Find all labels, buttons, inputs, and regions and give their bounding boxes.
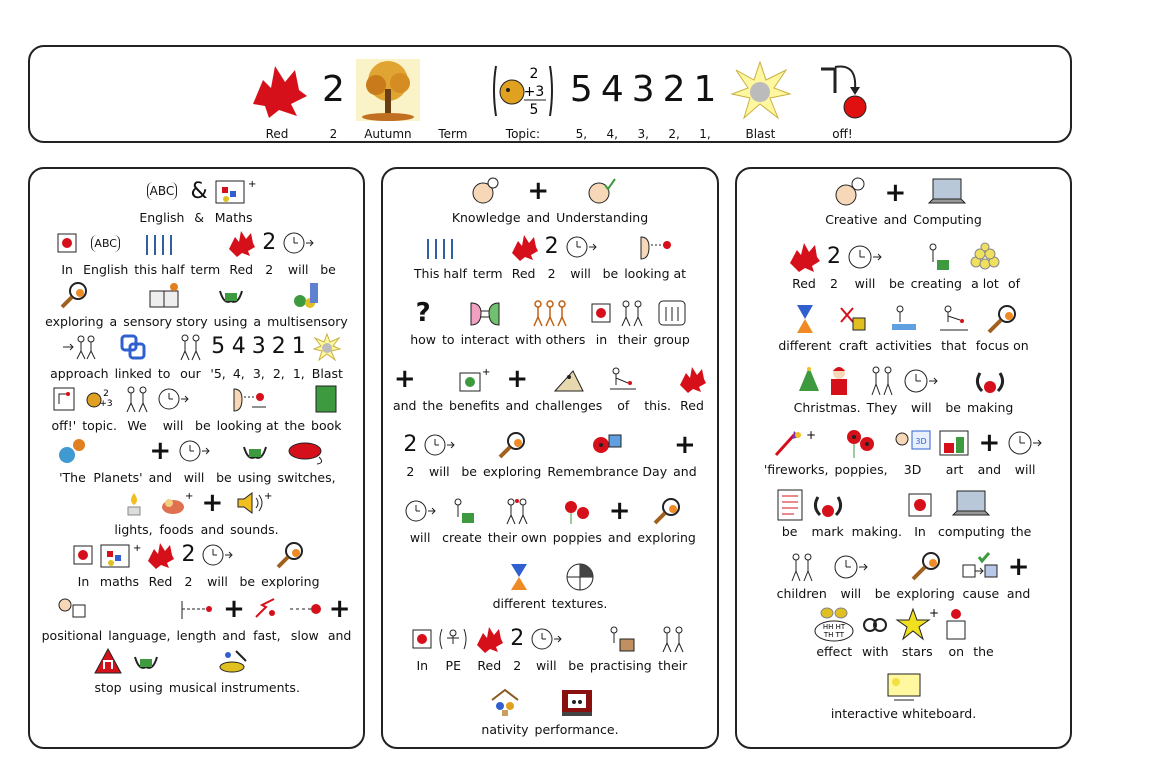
number-5: 5 xyxy=(211,334,226,359)
will-clock-icon xyxy=(847,243,883,271)
length-icon xyxy=(178,595,214,623)
their-icon xyxy=(617,299,647,327)
word-4: 4 4, xyxy=(600,69,624,141)
word-autumn: Autumn xyxy=(356,59,420,142)
sound-icon xyxy=(234,489,274,517)
red-splash-icon xyxy=(226,229,256,257)
craft-icon xyxy=(837,304,869,334)
svg-text:5: 5 xyxy=(529,102,539,118)
poppy-icon xyxy=(589,431,625,459)
number-2: 2 xyxy=(403,432,418,457)
right-line-8: HH HT TH TT effect with + stars on the xyxy=(737,609,1070,659)
that-icon xyxy=(938,304,970,334)
mid-line-3: ? how to interact with others in their group xyxy=(410,298,690,347)
creative-icon xyxy=(834,177,868,209)
light-icon xyxy=(120,489,148,517)
right-line-2: Red 2 2 will be creating a lot of xyxy=(737,241,1070,291)
number-2: 2 xyxy=(544,234,559,259)
red-splash-icon xyxy=(787,241,821,273)
will-clock-icon xyxy=(903,367,939,395)
plus-icon: + xyxy=(884,178,907,208)
positional-language-icon xyxy=(57,595,87,623)
fireworks-icon xyxy=(772,427,820,459)
number-2b: 2 xyxy=(662,69,686,110)
creative-computing-panel xyxy=(735,167,1072,749)
section-heading: ABC English & & + Maths xyxy=(139,178,257,225)
creating-icon xyxy=(921,242,951,272)
looking-at-icon xyxy=(635,233,675,261)
number-1: 1 xyxy=(693,69,717,110)
slow-icon xyxy=(288,595,322,623)
poppies-icon xyxy=(844,427,878,459)
mid-line-9: nativity performance. xyxy=(383,687,717,737)
section-heading: Creative + and Computing xyxy=(825,178,982,227)
magnifier-icon xyxy=(58,281,90,309)
english-maths-panel xyxy=(28,167,365,749)
plus-icon: + xyxy=(149,436,172,466)
our-people-icon xyxy=(176,333,204,361)
left-line-8: In + maths Red 2 2 will be exploring xyxy=(30,539,363,589)
will-clock-icon xyxy=(833,553,869,581)
svg-text:2: 2 xyxy=(529,66,539,82)
svg-text:+: + xyxy=(133,543,142,554)
plus-icon: + xyxy=(506,364,529,394)
number-3: 3 xyxy=(251,334,266,359)
with-icon xyxy=(861,615,889,635)
number-4: 4 xyxy=(600,69,624,110)
using-icon xyxy=(240,437,270,465)
will-clock-icon xyxy=(530,626,562,652)
mid-line-5: 2 2 will be exploring Remembrance Day + and xyxy=(403,430,697,479)
in-icon xyxy=(908,493,932,517)
svg-text:HH HT: HH HT xyxy=(823,623,846,631)
svg-text:+: + xyxy=(264,491,273,502)
maths-icon xyxy=(214,177,257,205)
svg-text:+3: +3 xyxy=(523,84,545,100)
will-clock-icon xyxy=(565,234,597,260)
magnifier-icon xyxy=(909,551,943,583)
in-icon xyxy=(412,629,432,649)
half-term-icon xyxy=(141,229,177,257)
switch-icon xyxy=(287,437,327,465)
plus-icon: + xyxy=(527,176,550,206)
nativity-icon xyxy=(490,688,520,718)
left-line-3: exploring a sensory story using a multisensory xyxy=(30,279,363,329)
red-splash-icon xyxy=(509,233,539,261)
poppies-icon xyxy=(562,497,592,525)
red-splash-icon xyxy=(245,60,309,120)
svg-text:+: + xyxy=(482,367,491,378)
understanding-icon xyxy=(587,177,617,205)
take-off-icon xyxy=(817,59,867,121)
mid-line-4: + and the + benefits + and challenges of this. Red xyxy=(383,363,717,413)
different-icon xyxy=(795,303,815,335)
word-blast: Blast xyxy=(730,59,790,142)
their-icon xyxy=(658,625,688,653)
making-icon xyxy=(972,365,1008,397)
plus-icon: + xyxy=(978,428,1001,458)
autumn-tree-icon xyxy=(356,59,420,121)
explosion-icon xyxy=(730,60,790,120)
activities-icon xyxy=(888,304,920,334)
focus-magnifier-icon xyxy=(985,304,1019,334)
pe-icon xyxy=(438,625,468,653)
interactive-whiteboard-icon xyxy=(884,670,924,704)
red-splash-icon xyxy=(474,625,504,653)
left-line-4: approach linked to our 5 '5, 4 4, 3 3, 2 2, 1 1, Blast xyxy=(50,334,343,381)
word-red: Red xyxy=(245,59,309,142)
word-off: off! xyxy=(817,59,867,142)
fast-icon xyxy=(252,595,282,623)
svg-text:TH TT: TH TT xyxy=(824,631,845,639)
plus-icon: + xyxy=(201,488,224,518)
linked-icon xyxy=(119,333,147,361)
planets-icon xyxy=(57,437,87,465)
making-icon xyxy=(810,489,846,521)
plus-icon: + xyxy=(673,430,696,460)
number-2: 2 xyxy=(826,244,841,269)
looking-at-icon xyxy=(228,385,268,413)
plus-icon: + xyxy=(608,496,631,526)
plus-icon: + xyxy=(223,594,245,624)
svg-text:+: + xyxy=(806,428,817,442)
number-1: 1 xyxy=(291,334,306,359)
maths-icon xyxy=(99,541,142,569)
word-topic: 2 +3 5 Topic: xyxy=(492,59,554,142)
create-icon xyxy=(448,497,476,525)
mid-line-7: different textures. xyxy=(383,561,717,611)
children-icon xyxy=(787,551,817,583)
svg-text:+: + xyxy=(184,491,193,502)
using-icon xyxy=(131,647,161,675)
will-clock-icon xyxy=(282,230,314,256)
stop-icon xyxy=(93,647,123,675)
right-line-9: interactive whiteboard. xyxy=(737,671,1070,721)
english-icon: ABC xyxy=(91,235,120,252)
will-clock-icon xyxy=(157,386,189,412)
their-own-icon xyxy=(502,497,532,525)
red-splash-icon xyxy=(677,365,707,393)
we-icon xyxy=(123,385,151,413)
number-2: 2 xyxy=(181,542,196,567)
mid-line-6: will create their own poppies + and exploring xyxy=(383,495,717,545)
a-lot-icon xyxy=(968,242,1002,272)
topic-sum-icon xyxy=(492,60,554,120)
in-icon xyxy=(591,303,611,323)
performance-icon xyxy=(560,688,594,718)
right-line-5: + 'fireworks, poppies, 3D 3D art + and will xyxy=(737,427,1070,477)
effect-icon xyxy=(813,607,855,643)
this-icon xyxy=(608,365,638,393)
magnifier-icon xyxy=(274,541,306,569)
challenges-icon xyxy=(553,365,585,393)
right-line-6: be mark making. In computing the xyxy=(737,489,1070,539)
knowledge-icon xyxy=(471,177,501,205)
left-line-9: positional language, length + and fast, slow + and xyxy=(41,594,352,643)
ampersand-icon: & xyxy=(190,178,208,204)
group-icon xyxy=(657,299,687,327)
number-2: 2 xyxy=(262,230,277,255)
benefits-icon xyxy=(456,365,492,393)
knowledge-understanding-panel xyxy=(381,167,719,749)
3d-sign: 3D xyxy=(914,437,927,446)
left-line-6: 'The Planets' + and will be using switches, xyxy=(59,436,336,485)
cause-icon xyxy=(961,551,1001,583)
will-clock-icon xyxy=(201,542,233,568)
computer-icon xyxy=(951,489,991,521)
others-icon xyxy=(530,299,570,327)
svg-text:2: 2 xyxy=(102,389,109,399)
number-5: 5 xyxy=(569,69,593,110)
on-icon xyxy=(945,607,967,643)
musical-instruments-icon xyxy=(216,647,252,675)
title-banner xyxy=(28,45,1072,143)
plus-icon: + xyxy=(393,364,416,394)
mid-line-2: This half term Red 2 2 will be looking at xyxy=(413,234,687,281)
take-off-icon xyxy=(52,386,76,412)
svg-text:+: + xyxy=(247,179,257,190)
practising-icon xyxy=(604,625,638,653)
will-clock-icon xyxy=(404,498,436,524)
book-icon xyxy=(313,384,339,414)
in-icon xyxy=(57,233,77,253)
topic-icon xyxy=(85,385,115,413)
left-line-2: In ABC English this half term Red 2 2 will be xyxy=(30,227,363,277)
sensory-story-icon xyxy=(148,281,182,309)
word-term: Term xyxy=(438,127,468,141)
red-splash-icon xyxy=(145,541,175,569)
word-2b: 2 2, xyxy=(662,69,686,141)
mid-line-8: In PE Red 2 2 will be practising their xyxy=(383,623,717,673)
svg-text:+3: +3 xyxy=(98,399,113,409)
will-clock-icon xyxy=(178,438,210,464)
number-2b: 2 xyxy=(271,334,286,359)
magnifier-icon xyxy=(496,431,528,459)
they-icon xyxy=(867,365,897,397)
section-heading: Knowledge + and Understanding xyxy=(451,176,649,225)
word-2: 2 2 xyxy=(322,69,345,141)
christmas-icon xyxy=(799,365,855,397)
explosion-icon xyxy=(313,333,341,361)
using-icon xyxy=(216,281,246,309)
different-icon xyxy=(509,562,529,592)
abc-icon: ABC xyxy=(147,182,178,200)
right-line-7: children will be exploring cause + and xyxy=(776,552,1031,601)
interact-icon xyxy=(467,299,503,327)
word-5: 5 5, xyxy=(569,69,593,141)
number-2: 2 xyxy=(322,69,345,110)
right-line-4: Christmas. They will be making xyxy=(737,365,1070,415)
3d-icon xyxy=(894,427,932,459)
plus-icon: + xyxy=(1007,552,1030,582)
art-icon xyxy=(938,427,972,459)
number-3: 3 xyxy=(631,69,655,110)
computer-icon xyxy=(927,177,967,209)
svg-text:+: + xyxy=(929,606,940,620)
left-line-5: off!' 2 +3 topic. We will be looking at the book xyxy=(30,383,363,433)
left-line-7: lights, + foods + and + sounds. xyxy=(114,488,279,537)
plus-icon: + xyxy=(328,594,351,624)
word-3: 3 3, xyxy=(631,69,655,141)
left-line-10: stop using musical instruments. xyxy=(30,645,363,695)
approach-icon xyxy=(61,333,97,361)
number-4: 4 xyxy=(231,334,246,359)
textures-icon xyxy=(565,562,595,592)
number-2: 2 xyxy=(510,626,525,651)
question-mark-icon: ? xyxy=(415,298,431,328)
mark-making-icon xyxy=(776,488,804,522)
half-term-icon xyxy=(422,233,458,261)
stars-icon xyxy=(895,607,939,643)
in-icon xyxy=(73,545,93,565)
right-line-3: different craft activities that focus on xyxy=(737,303,1070,353)
will-clock-icon xyxy=(1007,429,1043,457)
food-icon xyxy=(159,489,195,517)
multisensory-icon xyxy=(292,281,322,309)
will-clock-icon xyxy=(423,432,455,458)
word-1: 1 1, xyxy=(693,69,717,141)
magnifier-icon xyxy=(651,497,683,525)
